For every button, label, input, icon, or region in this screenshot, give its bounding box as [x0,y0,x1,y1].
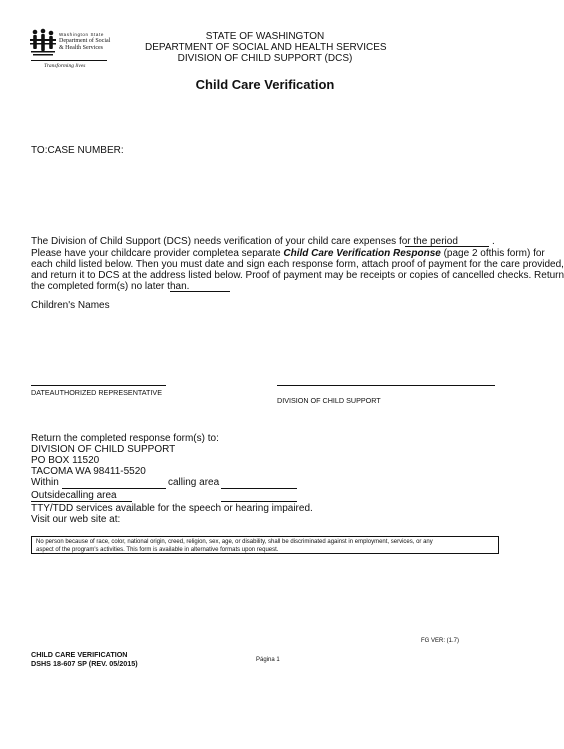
logo-org-line2: & Health Services [59,45,103,51]
dshs-figures-icon [30,28,56,56]
return-line-4: TACOMA WA 98411-5520 [31,466,146,477]
body-line-4: and return it to DCS at the address listed below. Proof of payment may be receipts or copies of cancelled checks. Return [31,270,564,281]
footer-page-number: Página 1 [256,657,280,663]
body-line-2-post: (page 2 ofthis form) for [440,248,545,259]
to-case-label [31,145,124,157]
date-authorized-label [31,388,162,397]
authorized-rep-label: AUTHORIZED REPRESENTATIVE [49,388,162,397]
fg-version: FG VER: (1.7) [421,638,460,644]
header-division: DIVISION OF CHILD SUPPORT (DCS) [177,53,353,64]
website-label: Visit our web site at: [31,514,121,525]
logo-tagline: Transforming lives [44,63,86,69]
calling-area-label-2: calling area [65,490,117,501]
case-number-label: CASE NUMBER: [47,145,124,156]
no-later-than-field[interactable] [170,291,230,292]
header-state: STATE OF WASHINGTON [205,31,325,42]
dcs-label: DIVISION OF CHILD SUPPORT [277,396,381,405]
footer-form-title: CHILD CARE VERIFICATION [31,650,128,659]
dshs-logo [30,28,111,78]
page-title: Child Care Verification [195,77,335,92]
to-label: TO: [31,145,48,156]
body-line-5: the completed form(s) no later than. [31,281,190,292]
calling-area-label-1: calling area [168,477,220,488]
childrens-names-label: Children's Names [31,300,110,311]
body-line-1: The Division of Child Support (DCS) needs verification of your child care expenses for the period [31,236,458,247]
footer-form-number: DSHS 18-607 SP (REV. 05/2015) [31,659,138,668]
period-field[interactable] [405,246,489,247]
within-area-field[interactable] [221,488,297,489]
body-line-2-pre: Please have your childcare provider completea separate [31,248,284,259]
body-line-1-end: . [492,236,495,247]
logo-state-text: Washington State [59,32,104,37]
date-label: DATE [31,388,50,397]
body-line-3: each child listed below. Then you must date and sign each response form, attach proof of payment for the care provided, [31,259,564,270]
within-label: Within [31,477,59,488]
date-rep-signature-line[interactable] [31,385,166,386]
notice-line-2: aspect of the program's activities. This form is available in alternative formats upon request. [36,547,279,553]
header-department: DEPARTMENT OF SOCIAL AND HEALTH SERVICES [145,42,387,53]
body-line-2-bold: Child Care Verification Response [283,248,441,259]
tty-line: TTY/TDD services available for the speech or hearing impaired. [31,503,313,514]
outside-phone-field[interactable] [31,501,132,502]
return-line-2: DIVISION OF CHILD SUPPORT [31,444,176,455]
logo-org-line1: Department of Social [59,38,111,44]
return-line-1: Return the completed response form(s) to: [31,433,219,444]
within-phone-field[interactable] [62,488,166,489]
outside-area-field[interactable] [221,501,297,502]
notice-line-1: No person because of race, color, national origin, creed, religion, sex, age, or disability, shall be discriminated against in employment, services, or any [36,539,433,545]
logo-divider [31,60,107,61]
outside-text: Outside [31,490,66,501]
dcs-signature-line[interactable] [277,385,495,386]
return-line-3: PO BOX 11520 [31,455,100,466]
nondiscrimination-notice [31,536,499,554]
